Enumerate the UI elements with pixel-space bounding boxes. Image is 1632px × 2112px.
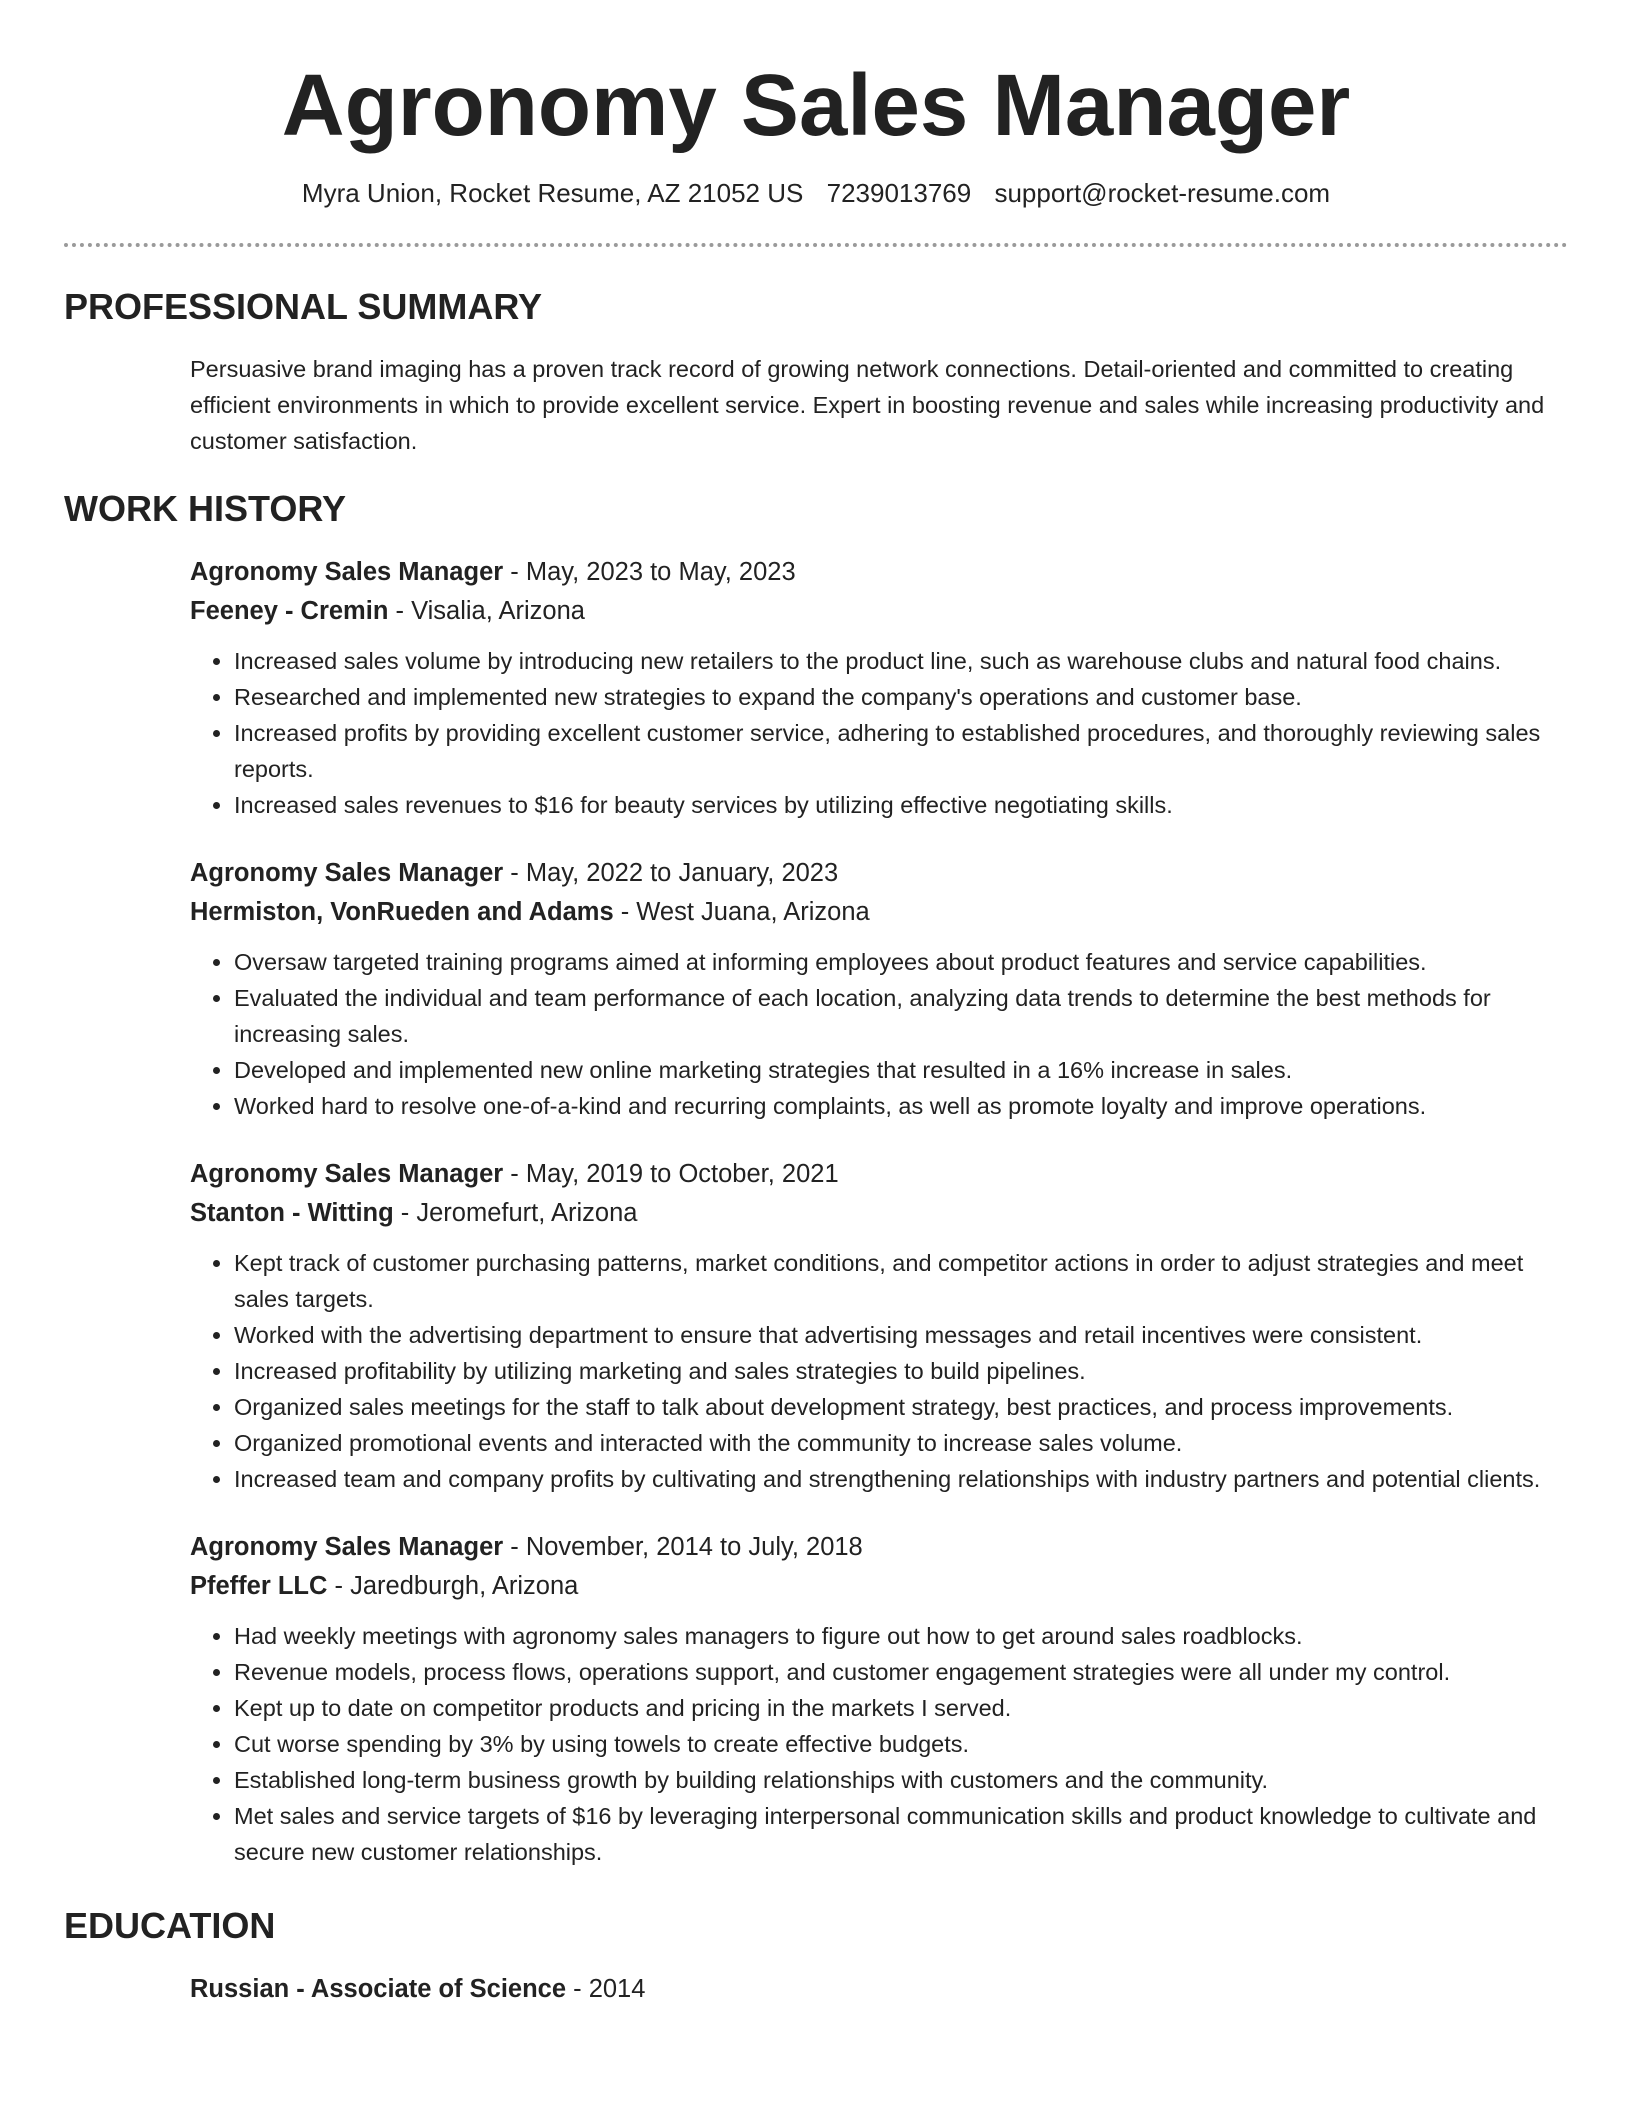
education-heading: EDUCATION [64,1905,276,1946]
job-bullet: • Increased profitability by utilizing marketing and sales strategies to build pipelines. [234,1353,1568,1389]
job-bullet: • Developed and implemented new online marketing strategies that resulted in a 16% increase in sales. [234,1052,1568,1088]
job-role-line [190,1528,1568,1567]
job-role: Agronomy Sales Manager [190,859,504,887]
job-bullets [190,944,1568,1124]
job-entry [190,553,1568,823]
job-company-line [190,592,1568,631]
job-company: Stanton - Witting [190,1199,394,1227]
job-bullet: • Kept up to date on competitor products and pricing in the markets I served. [234,1690,1568,1726]
education-degree: Russian - Associate of Science [190,1975,567,2003]
job-bullet: • Increased sales volume by introducing new retailers to the product line, such as warehouse clubs and natural food chains. [234,643,1568,679]
job-company-line [190,893,1568,932]
job-bullet: • Had weekly meetings with agronomy sales managers to figure out how to get around sales roadblocks. [234,1618,1568,1654]
resume-header [64,0,1568,210]
education-entry [190,1970,1568,2009]
job-dates: - May, 2022 to January, 2023 [503,859,839,887]
job-bullet: • Worked with the advertising department to ensure that advertising messages and retail incentives were consistent. [234,1317,1568,1353]
summary-heading: PROFESSIONAL SUMMARY [64,286,543,327]
job-bullet: • Increased profits by providing excellent customer service, adhering to established procedures, and thoroughly reviewing sales reports. [234,715,1568,787]
job-company-line [190,1567,1568,1606]
job-entry [190,1155,1568,1497]
job-entry [190,1528,1568,1870]
job-bullets [190,643,1568,823]
job-bullet: • Worked hard to resolve one-of-a-kind and recurring complaints, as well as promote loyalty and improve operations. [234,1088,1568,1124]
job-role: Agronomy Sales Manager [190,1160,504,1188]
contact-line [64,176,1568,210]
job-bullet: • Revenue models, process flows, operations support, and customer engagement strategies were all under my control. [234,1654,1568,1690]
job-role: Agronomy Sales Manager [190,558,504,586]
work-history-list [190,553,1568,1870]
contact-address: Myra Union, Rocket Resume, AZ 21052 US [301,178,804,208]
job-bullet: • Organized sales meetings for the staff to talk about development strategy, best practices, and process improvements. [234,1389,1568,1425]
job-bullets [190,1618,1568,1870]
contact-email: support@rocket-resume.com [994,178,1331,208]
job-location: - Jeromefurt, Arizona [393,1199,638,1227]
job-bullet: • Increased sales revenues to $16 for beauty services by utilizing effective negotiating skills. [234,787,1568,823]
job-bullet: • Oversaw targeted training programs aimed at informing employees about product features and service capabilities. [234,944,1568,980]
education-year: - 2014 [566,1975,646,2003]
job-company: Pfeffer LLC [190,1572,328,1600]
job-location: - Jaredburgh, Arizona [327,1572,579,1600]
job-role-line [190,553,1568,592]
job-dates: - May, 2023 to May, 2023 [503,558,796,586]
job-company: Feeney - Cremin [190,597,389,625]
job-company-line [190,1194,1568,1233]
job-bullet: • Researched and implemented new strategies to expand the company's operations and customer base. [234,679,1568,715]
job-dates: - November, 2014 to July, 2018 [503,1533,863,1561]
job-role: Agronomy Sales Manager [190,1533,504,1561]
job-bullet: • Cut worse spending by 3% by using towels to create effective budgets. [234,1726,1568,1762]
contact-phone: 7239013769 [826,178,972,208]
job-location: - Visalia, Arizona [388,597,585,625]
job-role-line [190,1155,1568,1194]
job-entry [190,854,1568,1124]
job-company: Hermiston, VonRueden and Adams [190,898,614,926]
job-bullet: • Increased team and company profits by cultivating and strengthening relationships with industry partners and potential clients. [234,1461,1568,1497]
job-bullet: • Evaluated the individual and team performance of each location, analyzing data trends to determine the best methods for increasing sales. [234,980,1568,1052]
job-bullet: • Established long-term business growth by building relationships with customers and the community. [234,1762,1568,1798]
resume-name: Agronomy Sales Manager [281,57,1351,154]
job-dates: - May, 2019 to October, 2021 [503,1160,839,1188]
summary-text: Persuasive brand imaging has a proven track record of growing network connections. Detail-oriented and committed to creating efficient environments in which to provide excellent service. Expert in boosting revenue and sales while increasing productivity and customer satisfaction. [190,356,1545,454]
job-bullet: • Organized promotional events and interacted with the community to increase sales volume. [234,1425,1568,1461]
job-bullets [190,1245,1568,1497]
job-bullet: • Kept track of customer purchasing patterns, market conditions, and competitor actions in order to adjust strategies and meet sales targets. [234,1245,1568,1317]
job-bullet: • Met sales and service targets of $16 by leveraging interpersonal communication skills and product knowledge to cultivate and secure new customer relationships. [234,1798,1568,1870]
work-history-heading: WORK HISTORY [64,488,347,529]
job-role-line [190,854,1568,893]
header-divider [64,243,1568,247]
job-location: - West Juana, Arizona [613,898,870,926]
